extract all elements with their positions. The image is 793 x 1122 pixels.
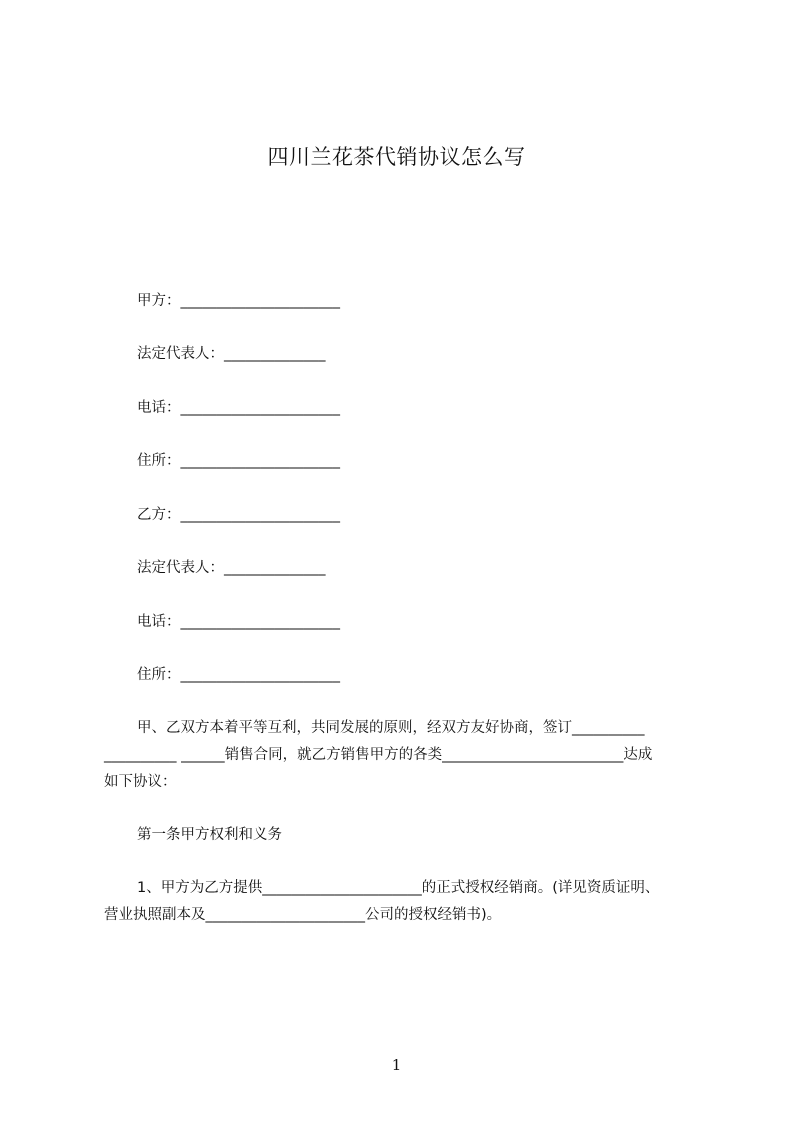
clause-1-line-2: 营业执照副本及______________________公司的授权经销书)。 xyxy=(104,907,502,923)
section-1-heading: 第一条甲方权利和义务 xyxy=(137,827,282,843)
clause-1-line-1: 1、甲方为乙方提供______________________的正式授权经销商。(详见资质证明、 xyxy=(137,880,660,896)
party-b-phone-field: 电话：______________________ xyxy=(137,614,340,630)
document-title: 四川兰花茶代销协议怎么写 xyxy=(267,145,526,169)
party-b-legal-rep-field: 法定代表人：______________ xyxy=(137,560,326,576)
intro-paragraph-line-3: 如下协议： xyxy=(104,774,177,790)
intro-paragraph-line-2: __________ ______销售合同，就乙方销售甲方的各类_________________________达成 xyxy=(104,747,653,763)
page-number: 1 xyxy=(391,1056,402,1074)
party-b-address-field: 住所：______________________ xyxy=(137,667,340,683)
party-a-phone-field: 电话：______________________ xyxy=(137,400,340,416)
party-a-address-field: 住所：______________________ xyxy=(137,453,340,469)
intro-paragraph-line-1: 甲、乙双方本着平等互利，共同发展的原则，经双方友好协商，签订__________ xyxy=(137,720,645,736)
party-b-name-field: 乙方：______________________ xyxy=(137,507,340,523)
party-a-name-field: 甲方：______________________ xyxy=(137,293,340,309)
party-a-legal-rep-field: 法定代表人：______________ xyxy=(137,346,326,362)
